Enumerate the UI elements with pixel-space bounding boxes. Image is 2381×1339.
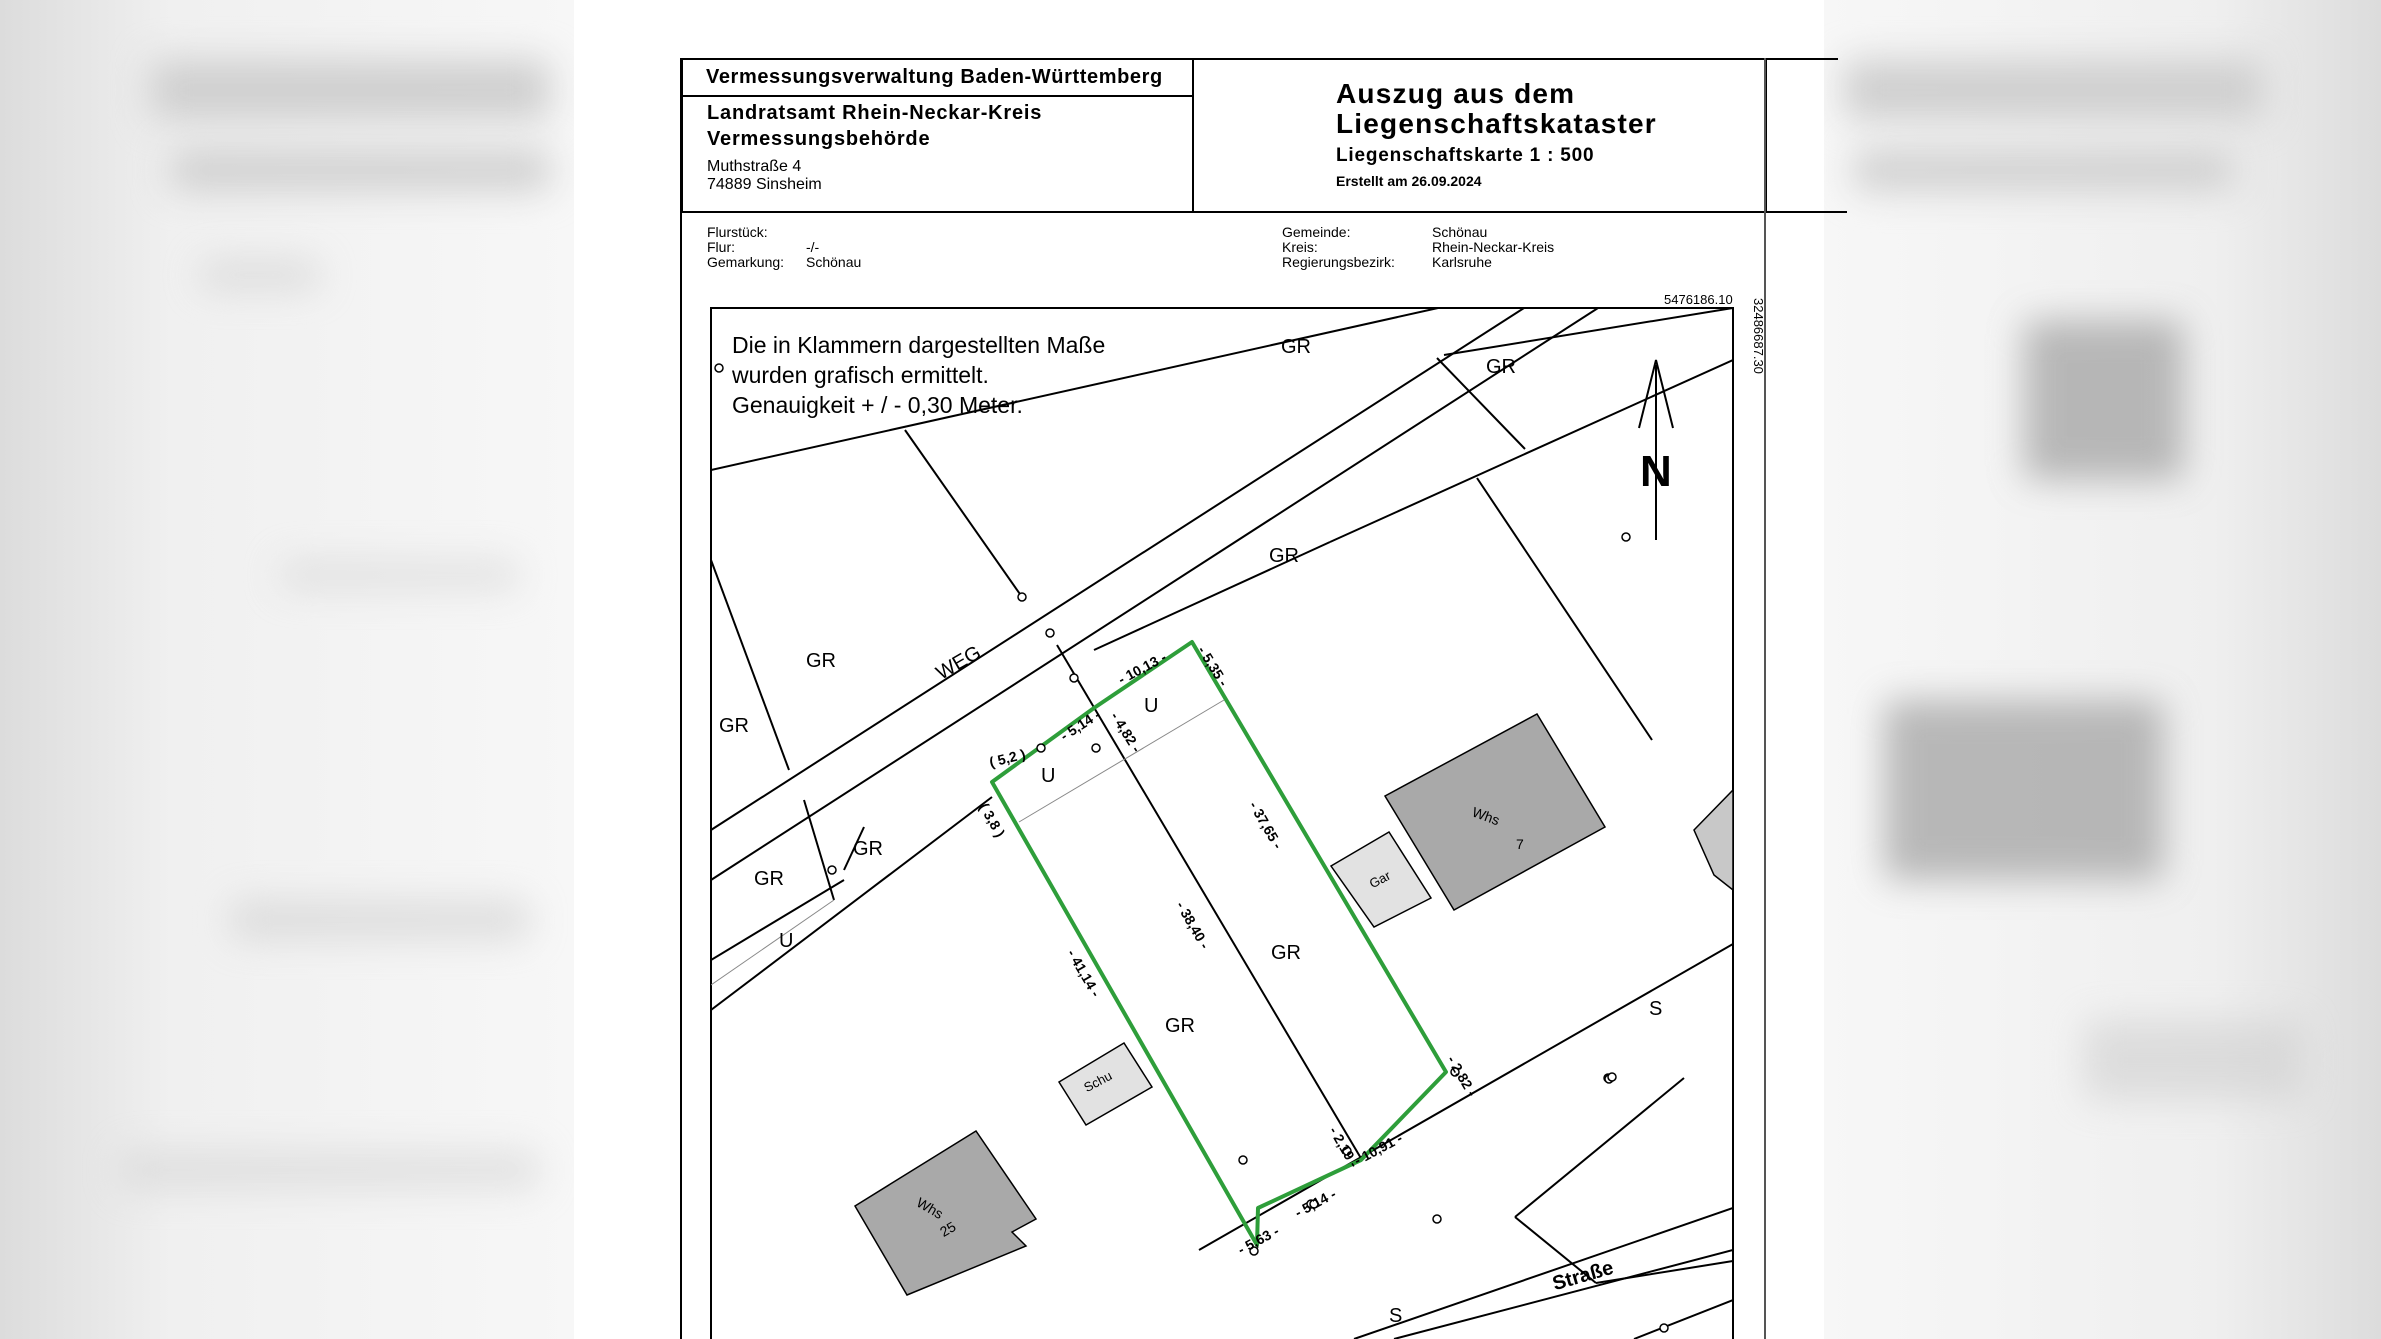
northing-coordinate: 5476186.10 — [1664, 292, 1733, 307]
label-u: U — [779, 930, 794, 952]
accuracy-note-line2: wurden grafisch ermittelt. — [732, 362, 989, 388]
authority-name: Vermessungsverwaltung Baden-Württemberg — [706, 66, 1163, 88]
measurement: - 4,82 - — [1107, 708, 1145, 756]
cadastral-map — [574, 0, 1824, 1339]
cadastral-map-document — [574, 0, 1824, 1339]
creation-date: Erstellt am 26.09.2024 — [1336, 173, 1482, 189]
measurement: - 37,65 - — [1246, 798, 1287, 852]
label-s: S — [1649, 998, 1663, 1020]
building-label-whs: Whs — [913, 1194, 947, 1222]
label-s: S — [1389, 1305, 1403, 1327]
blurred-background-left — [0, 0, 574, 1339]
measurement-graphic: ( 3,8 ) — [976, 800, 1009, 840]
measurement: - 5,63 - — [1234, 1222, 1282, 1258]
gemarkung-value: Schönau — [806, 254, 862, 270]
flur-value: -/- — [806, 239, 820, 255]
office-name: Landratsamt Rhein-Neckar-Kreis — [707, 102, 1043, 124]
north-label: N — [1640, 447, 1672, 496]
house-number: 7 — [1516, 836, 1524, 852]
gemeinde-label: Gemeinde: — [1282, 224, 1351, 240]
building-label-whs: Whs — [1470, 803, 1502, 829]
building-whs-25 — [855, 1131, 1036, 1295]
label-gr: GR — [1269, 545, 1299, 567]
label-u: U — [1144, 695, 1159, 717]
measurement: - 41,14 - — [1064, 946, 1105, 1000]
shed-label: Schu — [1081, 1067, 1115, 1096]
label-gr: GR — [719, 715, 749, 737]
flur-label: Flur: — [707, 239, 735, 255]
accuracy-note-line1: Die in Klammern dargestellten Maße — [732, 332, 1106, 358]
easting-coordinate: 32486687.30 — [1751, 298, 1766, 374]
kreis-value: Rhein-Neckar-Kreis — [1432, 239, 1555, 255]
office-street: Muthstraße 4 — [707, 158, 802, 175]
gemeinde-value: Schönau — [1432, 224, 1488, 240]
label-gr: GR — [853, 838, 883, 860]
label-gr: GR — [1281, 336, 1311, 358]
office-department: Vermessungsbehörde — [707, 128, 931, 150]
kreis-label: Kreis: — [1282, 239, 1318, 255]
strasse-label: Straße — [1550, 1256, 1616, 1296]
road-edge-upper — [1330, 360, 1733, 542]
measurement: - 10,91 - — [1351, 1129, 1405, 1169]
map-scale: Liegenschaftskarte 1 : 500 — [1336, 145, 1595, 166]
blurred-background-right — [1824, 0, 2381, 1339]
document-title-line2: Liegenschaftskataster — [1336, 108, 1657, 139]
label-gr: GR — [1165, 1015, 1195, 1037]
office-city: 74889 Sinsheim — [707, 176, 822, 193]
label-gr: GR — [806, 650, 836, 672]
accuracy-note-line3: Genauigkeit + / - 0,30 Meter. — [732, 392, 1023, 418]
garage-label: Gar — [1366, 867, 1393, 892]
weg-label: WEG — [932, 641, 985, 685]
measurement: - 38,40 - — [1173, 898, 1214, 952]
measurement: - 5,14 - — [1291, 1185, 1339, 1221]
label-u: U — [1041, 765, 1056, 787]
measurement: - 10,13 - — [1115, 648, 1169, 688]
label-gr: GR — [754, 868, 784, 890]
label-gr: GR — [1271, 942, 1301, 964]
regierungsbezirk-value: Karlsruhe — [1432, 254, 1492, 270]
flurstueck-label: Flurstück: — [707, 224, 768, 240]
document-title-line1: Auszug aus dem — [1336, 78, 1576, 109]
house-number: 25 — [937, 1218, 959, 1240]
measurement-graphic: ( 5,2 ) — [987, 745, 1027, 771]
measurement: - 2,19 - — [1326, 1123, 1363, 1171]
neighbor-building — [1694, 790, 1733, 890]
measurement: - 2,82 - — [1444, 1052, 1481, 1100]
measurement: - 5,14 - — [1057, 706, 1104, 744]
measurement: - 5,35 - — [1194, 642, 1232, 690]
regierungsbezirk-label: Regierungsbezirk: — [1282, 254, 1395, 270]
gemarkung-label: Gemarkung: — [707, 254, 785, 270]
label-gr: GR — [1486, 356, 1516, 378]
